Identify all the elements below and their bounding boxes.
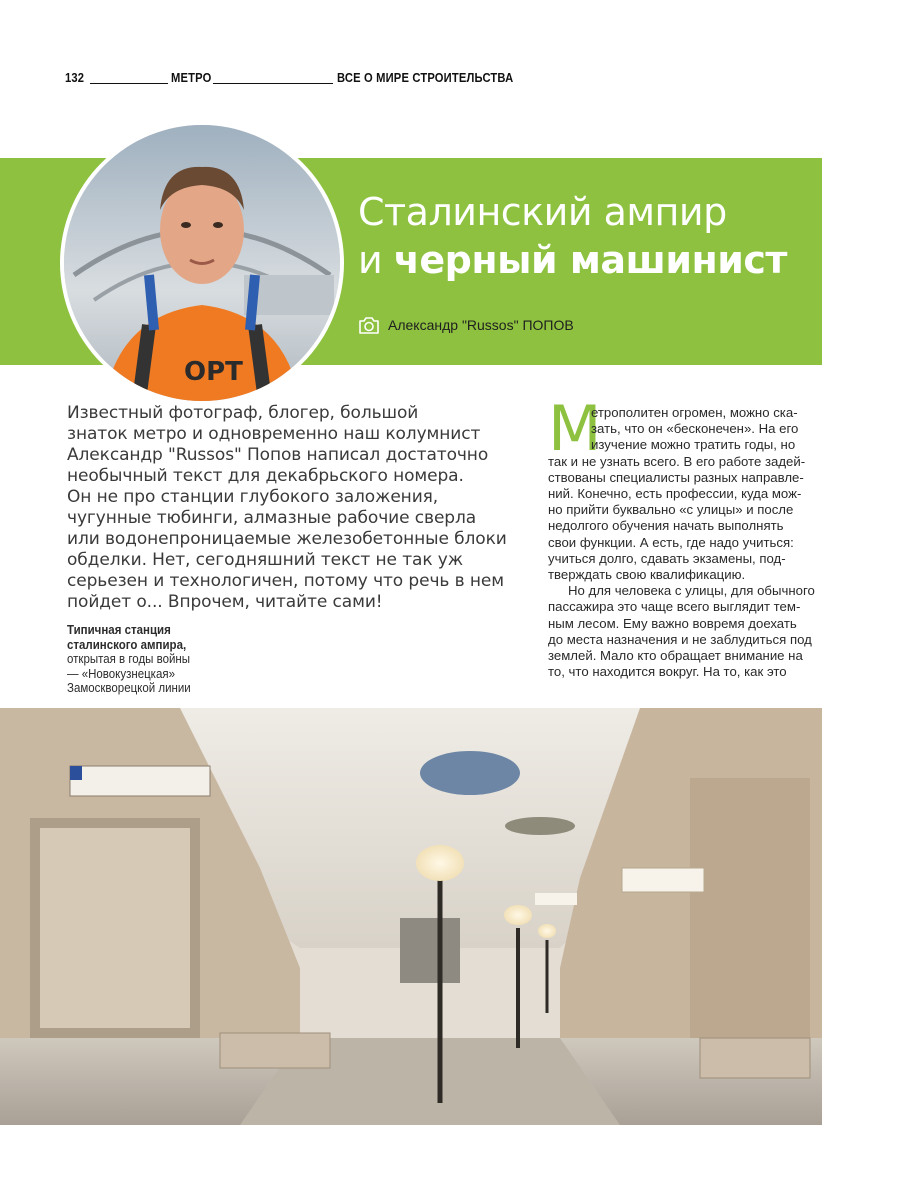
body-line: ний. Конечно, есть профессии, куда мож- <box>548 486 802 502</box>
title-line-2-bold: черный машинист <box>393 238 787 282</box>
title-line-2-prefix: и <box>358 238 383 282</box>
body-line: землей. Мало кто обращает внимание на <box>548 648 803 664</box>
lead-line: необычный текст для декабрьского номера. <box>67 466 464 486</box>
running-header <box>65 70 514 86</box>
body-line: учиться долго, сдавать экзамены, под- <box>548 550 786 566</box>
camera-icon <box>358 317 380 334</box>
article-title <box>358 188 787 284</box>
body-line: зать, что он «бесконечен». На его <box>591 421 799 437</box>
body-line: то, что находится вокруг. На то, как это <box>548 664 787 680</box>
author-portrait <box>64 125 340 401</box>
section-label: МЕТРО <box>171 70 212 85</box>
lead-paragraph <box>67 403 517 613</box>
header-rule <box>213 83 333 84</box>
magazine-name: ВСЕ О МИРЕ СТРОИТЕЛЬСТВА <box>337 70 514 85</box>
body-line: свои функции. А есть, где надо учиться: <box>548 534 794 550</box>
body-column <box>548 405 823 680</box>
body-line: Но для человека с улицы, для обычного <box>568 583 815 599</box>
lead-line: Александр "Russos" Попов написал достаточно <box>67 445 489 465</box>
body-line: недолгого обучения начать выполнять <box>548 518 784 534</box>
caption-line: Замоскворецкой линии <box>67 681 191 695</box>
lead-line: знаток метро и одновременно наш колумнист <box>67 424 481 444</box>
body-line: так и не узнать всего. В его работе задей- <box>548 453 806 469</box>
drop-cap: М <box>548 392 602 465</box>
byline-author: Александр "Russos" ПОПОВ <box>388 317 574 333</box>
body-line: но прийти буквально «с улицы» и после <box>548 502 794 518</box>
body-line: ствованы специалисты разных направле- <box>548 469 804 485</box>
body-line: ным лесом. Ему важно вовремя доехать <box>548 615 797 631</box>
station-photo <box>0 708 822 1125</box>
lead-line: или водонепроницаемые железобетонные блоки <box>67 529 507 549</box>
lead-line: Он не про станции глубокого заложения, <box>67 487 439 507</box>
photo-caption <box>67 623 237 696</box>
lead-line: серьезен и технологичен, потому что речь в нем <box>67 571 504 591</box>
body-line: изучение можно тратить годы, но <box>591 437 796 453</box>
lead-line: чугунные тюбинги, алмазные рабочие сверла <box>67 508 477 528</box>
body-line: тверждать свою квалификацию. <box>548 567 746 583</box>
title-line-1: Сталинский ампир <box>358 190 727 234</box>
lead-line: пойдет о... Впрочем, читайте сами! <box>67 592 383 612</box>
caption-line: открытая в годы войны <box>67 652 191 666</box>
caption-line: — «Новокузнецкая» <box>67 666 175 681</box>
lead-line: Известный фотограф, блогер, большой <box>67 403 419 423</box>
byline <box>358 314 574 336</box>
page-number: 132 <box>65 70 85 85</box>
header-rule <box>90 83 168 84</box>
body-line: пассажира это чаще всего выглядит тем- <box>548 599 801 615</box>
body-line: етрополитен огромен, можно ска- <box>591 405 798 420</box>
body-line: до места назначения и не заблудиться под <box>548 631 812 647</box>
caption-bold-line: сталинского ампира, <box>67 637 187 652</box>
lead-line: обделки. Нет, сегодняшний текст не так уж <box>67 550 463 570</box>
svg-text:ОРТ: ОРТ <box>184 357 243 387</box>
caption-bold-line: Типичная станция <box>67 623 171 637</box>
